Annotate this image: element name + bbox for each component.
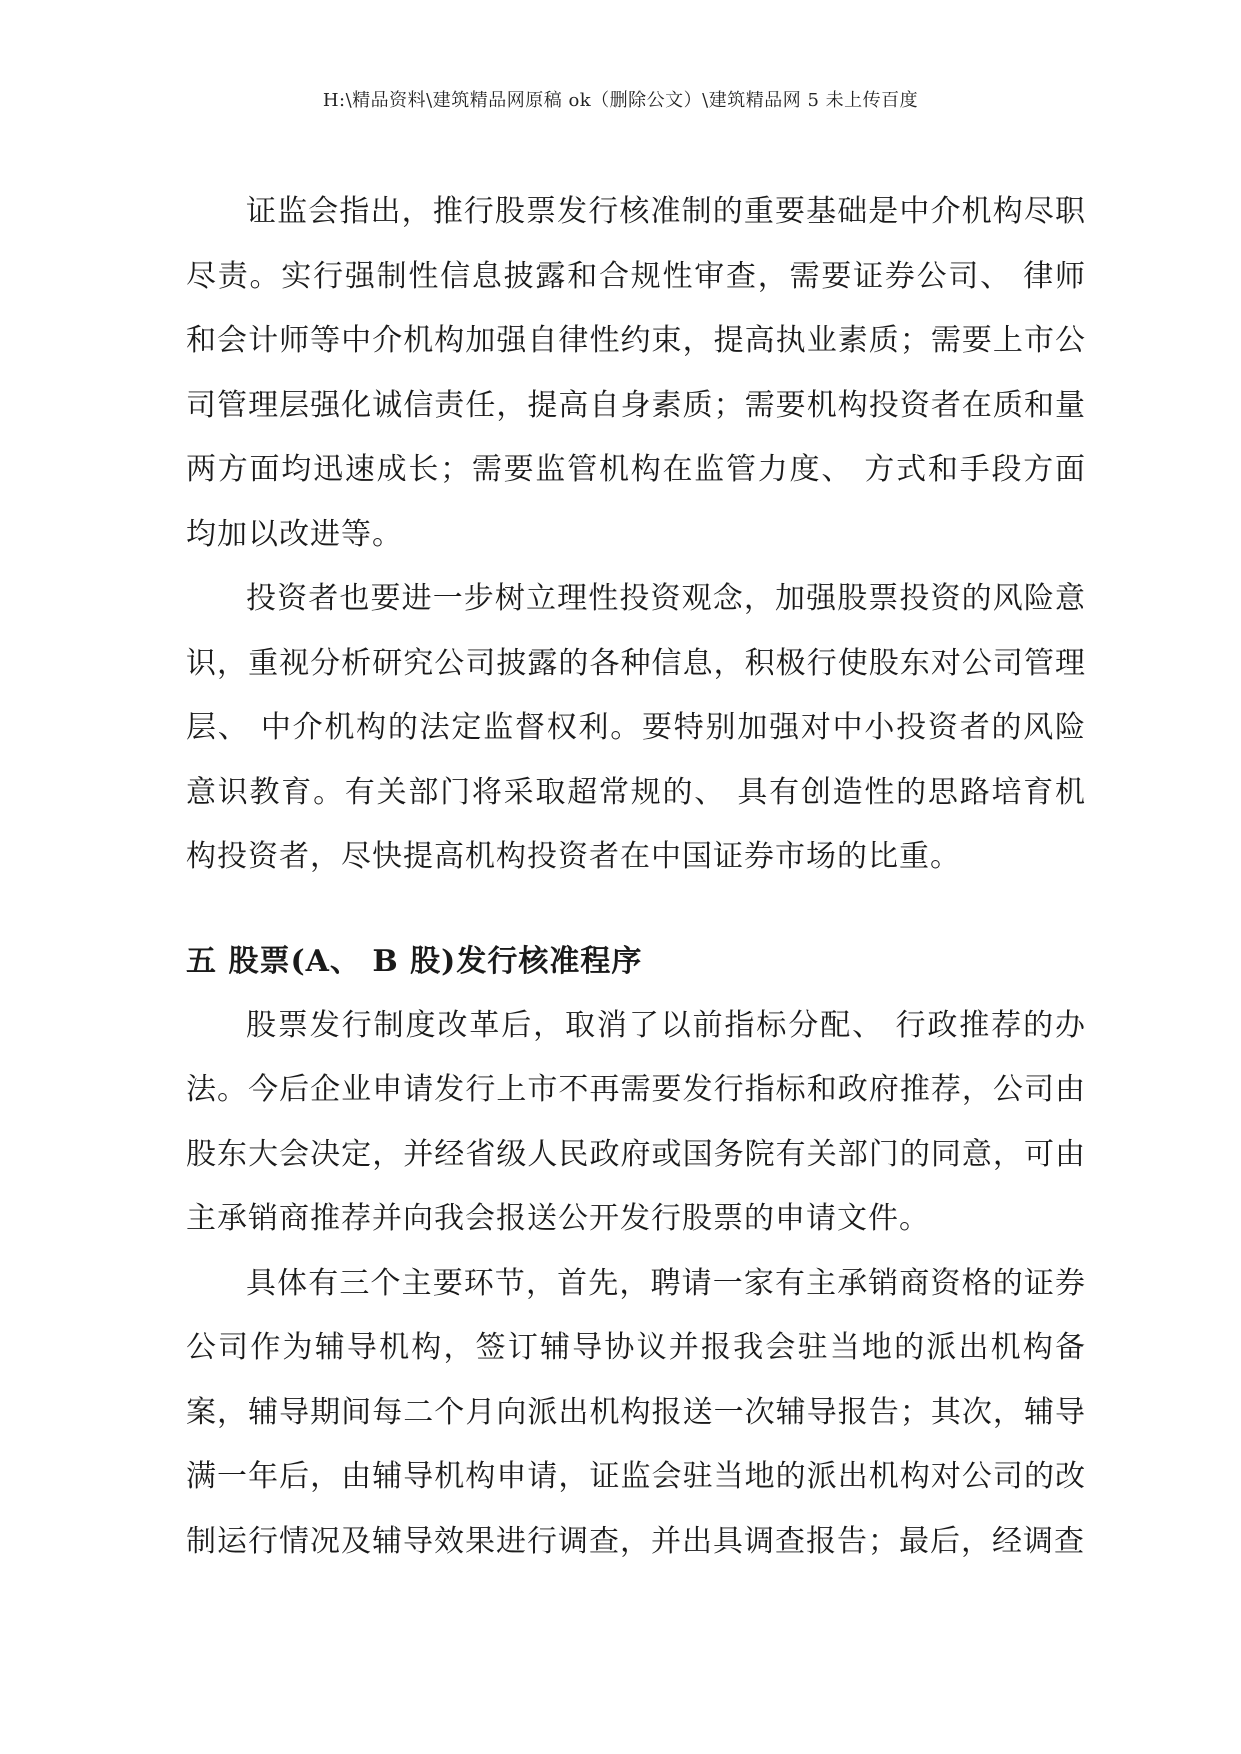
document-body	[186, 180, 1086, 1574]
page-header-path: H:\精品资料\建筑精品网原稿 ok（删除公文）\建筑精品网 5 未上传百度	[322, 90, 919, 111]
paragraph-intermediaries: 证监会指出，推行股票发行核准制的重要基础是中介机构尽职尽责。实行强制性信息披露和合规性审查，需要证券公司、 律师和会计师等中介机构加强自律性约束，提高执业素质；需要上市公司管理层强化诚信责任，提高自身素质；需要机构投资者在质和量两方面均迅速成长；需要监管机构在监管力度、 方式和手段方面均加以改进等。	[186, 194, 1086, 552]
paragraph-investors: 投资者也要进一步树立理性投资观念，加强股票投资的风险意识，重视分析研究公司披露的各种信息，积极行使股东对公司管理层、 中介机构的法定监督权利。要特别加强对中小投资者的风险意识教育。有关部门将采取超常规的、 具有创造性的思路培育机构投资者，尽快提高机构投资者在中国证券市场的比重。	[186, 581, 1086, 874]
paragraph-steps: 具体有三个主要环节，首先，聘请一家有主承销商资格的证券公司作为辅导机构，签订辅导协议并报我会驻当地的派出机构备案，辅导期间每二个月向派出机构报送一次辅导报告；其次，辅导满一年后，由辅导机构申请，证监会驻当地的派出机构对公司的改制运行情况及辅导效果进行调查，并出具调查报告；最后，经调查	[186, 1265, 1086, 1559]
section-heading: 五 股票(A、 B 股)发行核准程序	[186, 943, 643, 979]
paragraph-reform: 股票发行制度改革后，取消了以前指标分配、 行政推荐的办法。今后企业申请发行上市不再需要发行指标和政府推荐，公司由股东大会决定，并经省级人民政府或国务院有关部门的同意，可由主承销商推荐并向我会报送公开发行股票的申请文件。	[186, 1007, 1086, 1236]
